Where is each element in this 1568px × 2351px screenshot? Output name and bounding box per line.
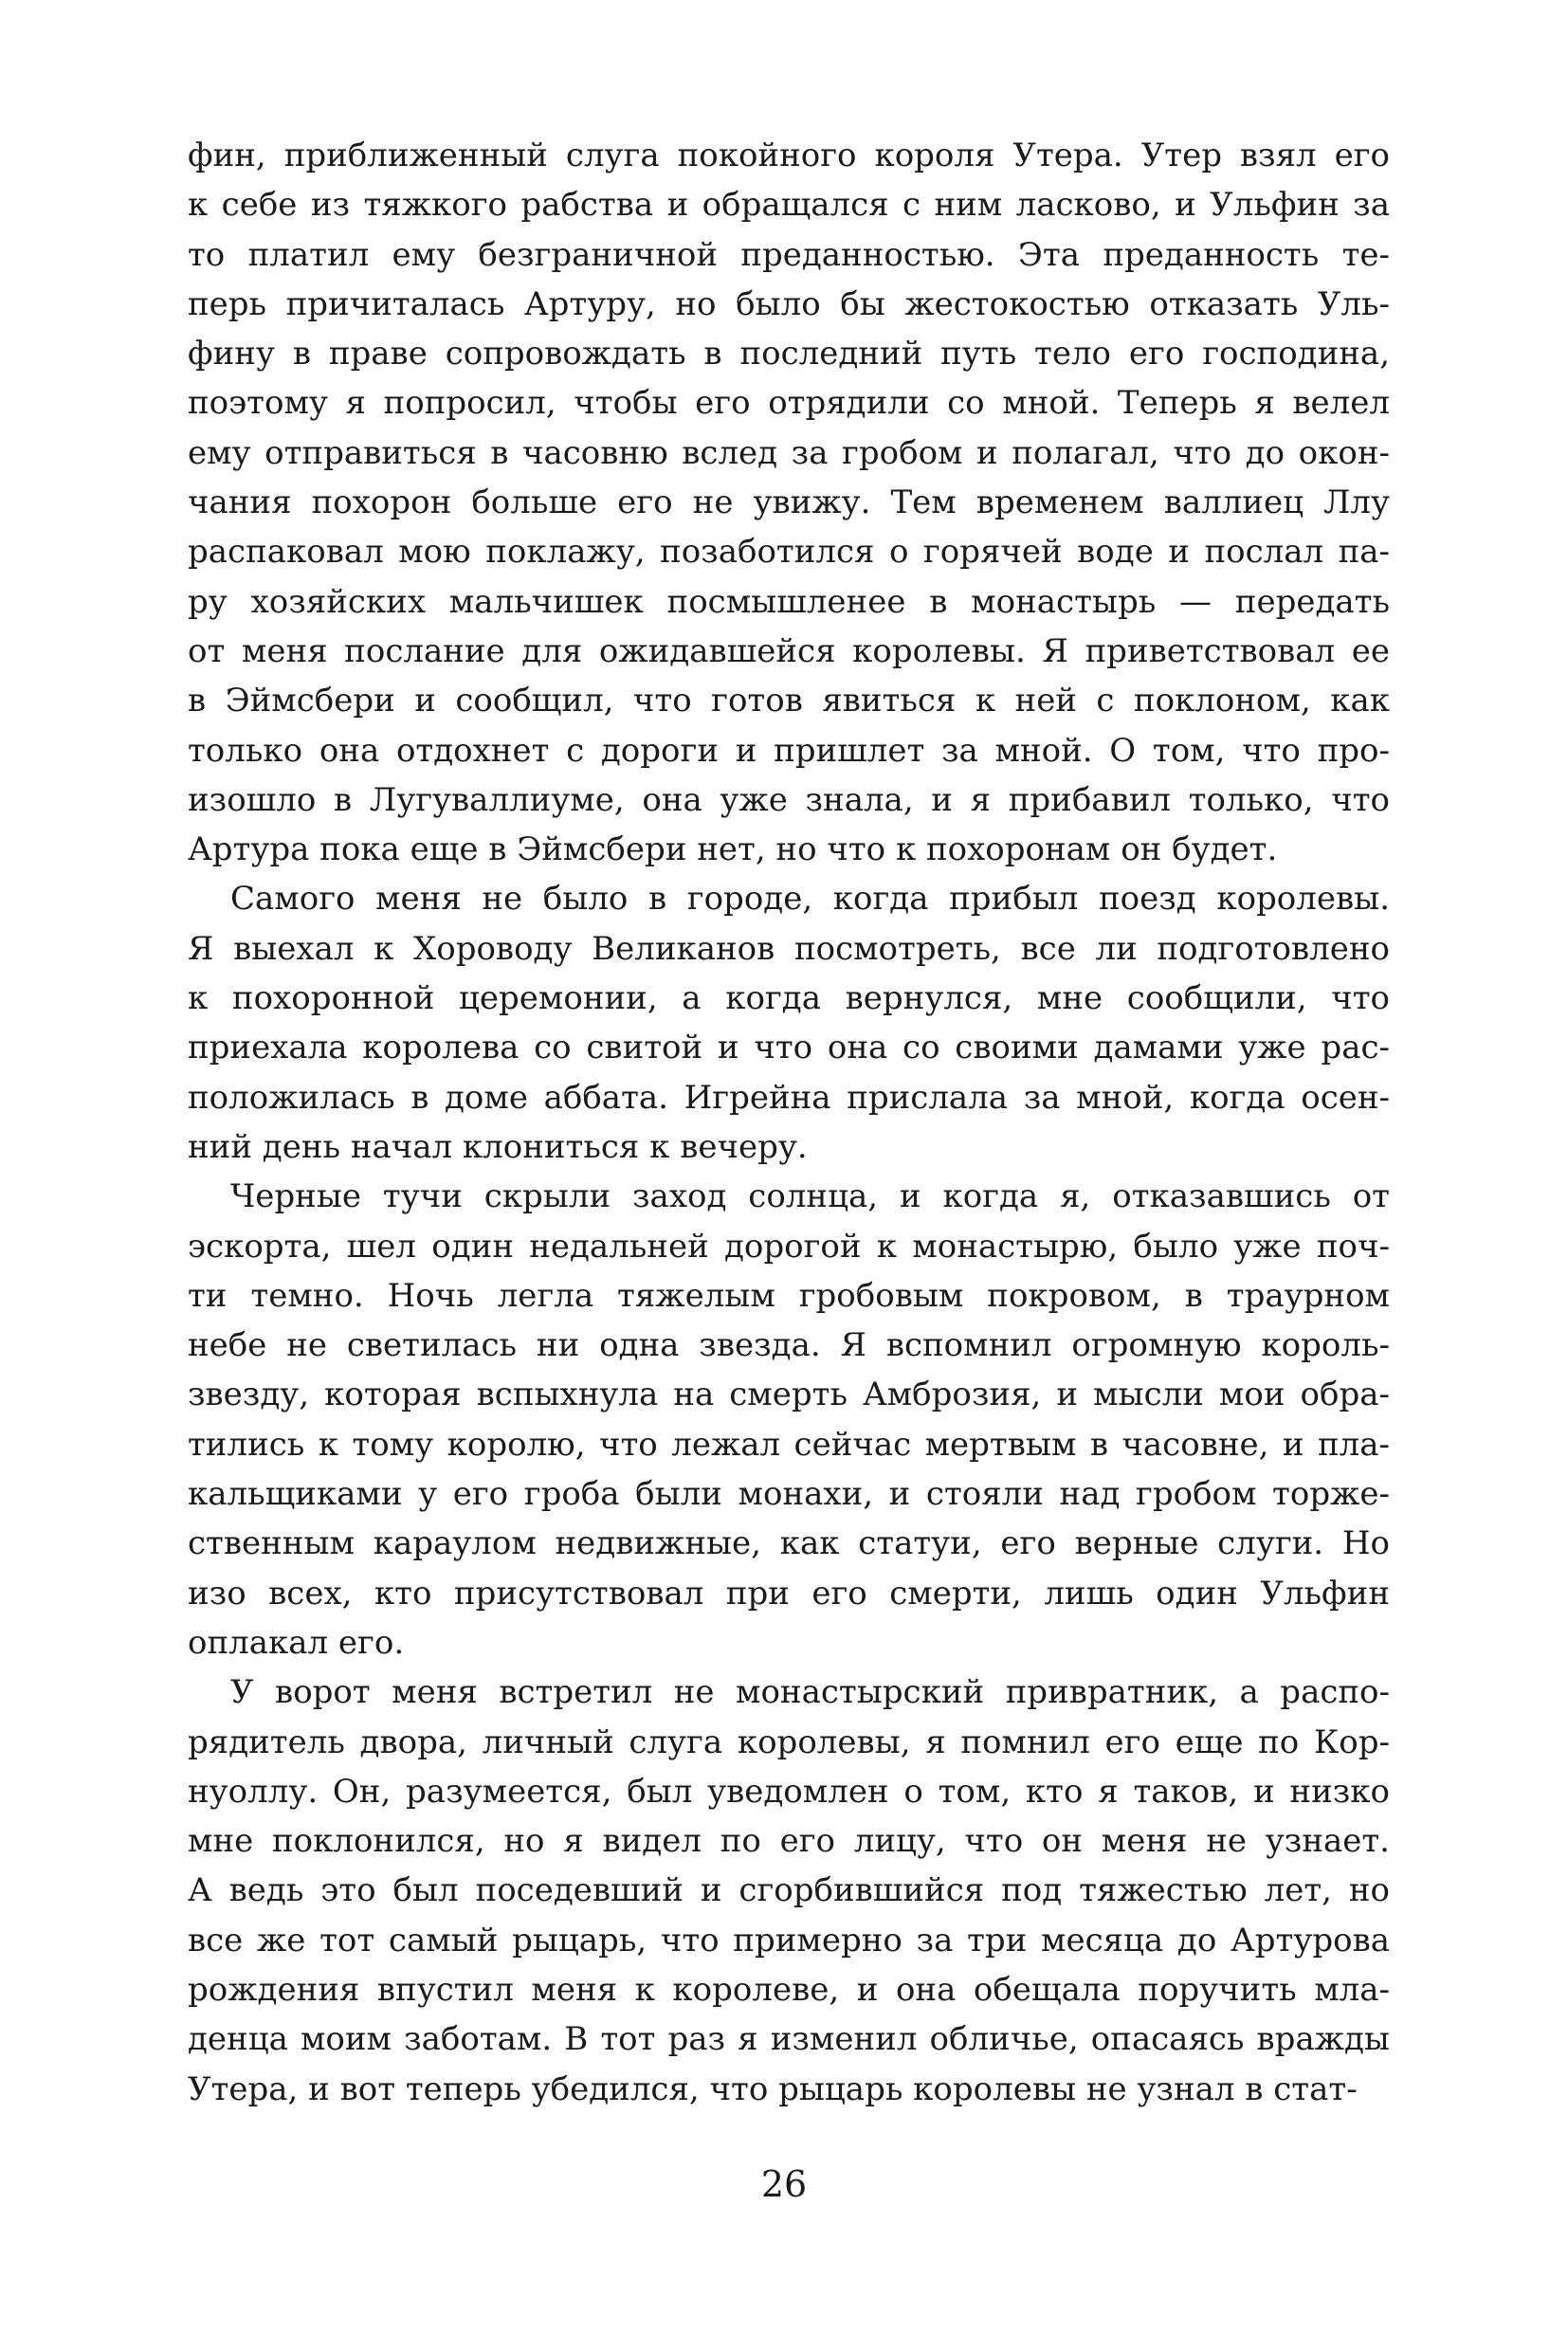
text-line: нуоллу. Он, разумеется, был уведомлен о том, кто я таков, и низко: [188, 1772, 1390, 1811]
text-line: поэтому я попросил, чтобы его отрядили со мной. Теперь я велел: [188, 384, 1390, 423]
text-line: все же тот самый рыцарь, что примерно за три месяца до Артурова: [188, 1921, 1390, 1959]
text-line: А ведь это был поседевший и сгорбившийся под тяжестью лет, но: [188, 1871, 1390, 1910]
text-line: фин, приближенный слуга покойного короля Утера. Утер взял его: [188, 137, 1390, 174]
text-line: то платил ему безграничной преданностью. Эта преданность те-: [188, 235, 1390, 274]
text-line: оплакал его.: [188, 1623, 405, 1662]
text-line: ний день начал клониться к вечеру.: [188, 1127, 808, 1166]
text-line: приехала королева со свитой и что она со своими дамами уже рас-: [188, 1029, 1390, 1067]
text-line: изошло в Лугуваллиуме, она уже знала, и я прибавил только, что: [188, 780, 1390, 819]
text-line: эскорта, шел один недальней дорогой к монастырю, было уже поч-: [188, 1227, 1390, 1266]
body-text: [188, 131, 1390, 2114]
text-line: кальщиками у его гроба были монахи, и стояли над гробом торже-: [188, 1475, 1390, 1514]
text-line: к себе из тяжкого рабства и обращался с ним ласково, и Ульфин за: [188, 186, 1390, 225]
text-line: небе не светилась ни одна звезда. Я вспомнил огромную король-: [188, 1326, 1390, 1365]
paragraph: [188, 1668, 1390, 2114]
text-line: ственным караулом недвижные, как статуи, его верные слуги. Но: [188, 1524, 1390, 1563]
text-line: денца моим заботам. В тот раз я изменил обличье, опасаясь вражды: [188, 2020, 1390, 2059]
text-line: фину в праве сопровождать в последний путь тело его господина,: [188, 335, 1390, 374]
text-line: ти темно. Ночь легла тяжелым гробовым покровом, в траурном: [188, 1276, 1390, 1315]
text-line: только она отдохнет с дороги и пришлет за мной. О том, что про-: [188, 731, 1390, 770]
text-line: У ворот меня встретил не монастырский привратник, а распо-: [230, 1673, 1390, 1712]
text-line: рождения впустил меня к королеве, и она обещала поручить мла-: [188, 1970, 1390, 2009]
text-line: изо всех, кто присутствовал при его смерти, лишь один Ульфин: [188, 1574, 1390, 1613]
text-line: тились к тому королю, что лежал сейчас мертвым в часовне, и пла-: [188, 1425, 1390, 1464]
text-line: ему отправиться в часовню вслед за гробом и полагал, что до окон-: [188, 433, 1390, 472]
text-line: Черные тучи скрыли заход солнца, и когда я, отказавшись от: [230, 1177, 1390, 1216]
text-line: Артура пока еще в Эймсбери нет, но что к похоронам он будет.: [188, 830, 1278, 869]
text-line: Я выехал к Хороводу Великанов посмотреть, все ли подготовлено: [188, 929, 1390, 968]
text-line: к похоронной церемонии, а когда вернулся, мне сообщили, что: [188, 979, 1390, 1018]
text-line: Самого меня не было в городе, когда прибыл поезд королевы.: [230, 880, 1390, 919]
text-line: от меня послание для ожидавшейся королевы. Я приветствовал ее: [188, 631, 1390, 670]
text-line: ру хозяйских мальчишек посмышленее в монастырь — передать: [188, 582, 1390, 621]
page-number: 26: [760, 2163, 808, 2205]
text-line: перь причиталась Артуру, но было бы жестокостью отказать Уль-: [188, 284, 1390, 323]
text-line: Утера, и вот теперь убедился, что рыцарь королевы не узнал в стат-: [188, 2069, 1358, 2108]
paragraph: [188, 874, 1390, 1172]
text-line: положилась в доме аббата. Игрейна прислала за мной, когда осен-: [188, 1078, 1390, 1117]
text-line: в Эймсбери и сообщил, что готов явиться к ней с поклоном, как: [188, 682, 1390, 720]
paragraph: [188, 1172, 1390, 1668]
text-line: рядитель двора, личный слуга королевы, я помнил его еще по Кор-: [188, 1722, 1390, 1761]
text-line: звезду, которая вспыхнула на смерть Амброзия, и мысли мои обра-: [188, 1376, 1390, 1414]
paragraph: [188, 131, 1390, 874]
text-line: чания похорон больше его не увижу. Тем временем валлиец Ллу: [188, 483, 1390, 522]
text-line: распаковал мою поклажу, позаботился о горячей воде и послал па-: [188, 533, 1390, 572]
text-line: мне поклонился, но я видел по его лицу, что он меня не узнает.: [188, 1822, 1390, 1861]
